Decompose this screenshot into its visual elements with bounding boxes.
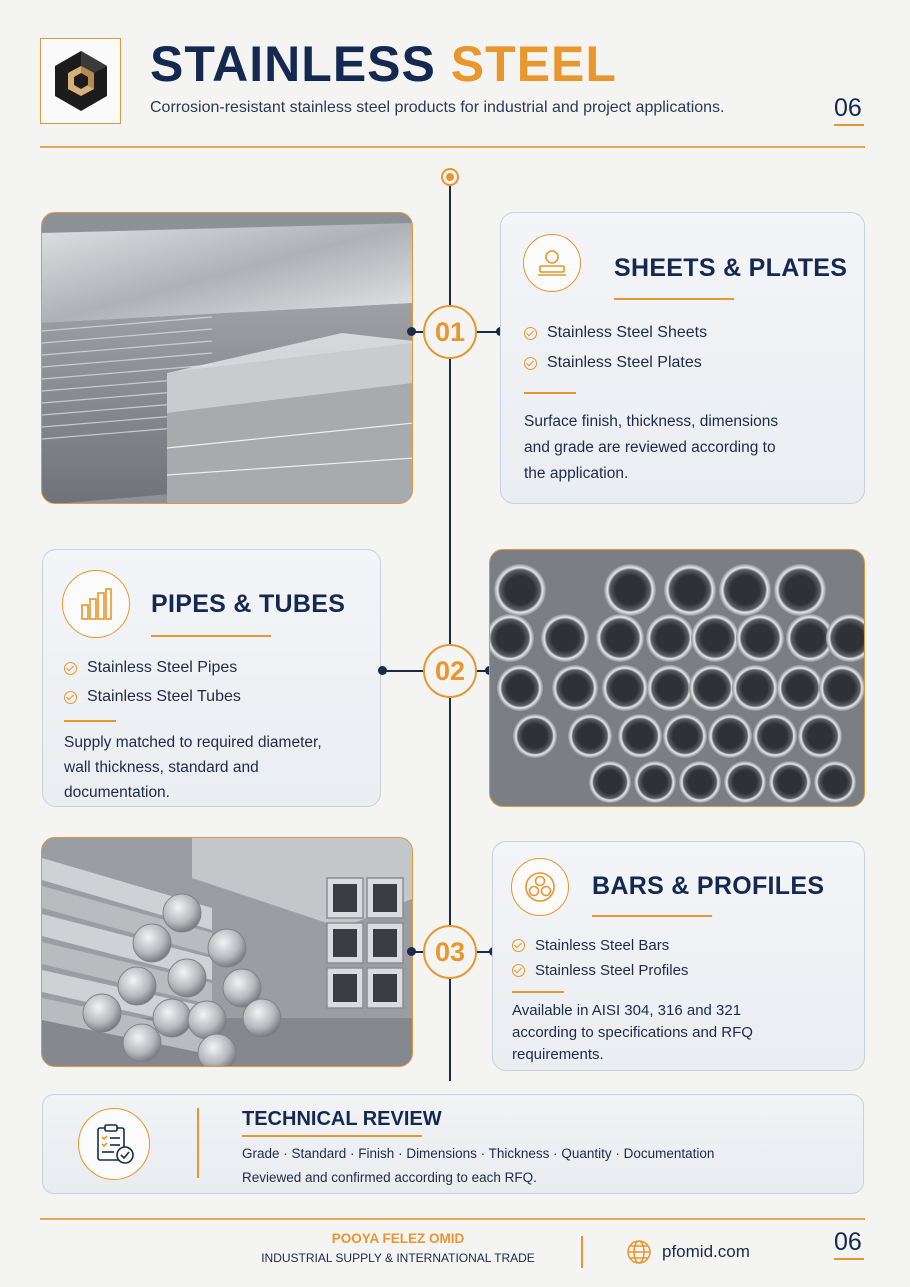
pipe-end (664, 564, 716, 616)
title-part-1: STAINLESS (150, 36, 436, 92)
pipe-end (663, 714, 707, 758)
square-tube-hollow (373, 929, 397, 957)
pipe-end (736, 614, 784, 662)
clipboard-check-icon (78, 1108, 150, 1180)
pipe-end (708, 714, 752, 758)
round-bar-end (243, 999, 281, 1037)
square-tube-hollow (373, 884, 397, 912)
connector-left-02 (382, 670, 423, 672)
list-item: Stainless Steel Bars (512, 937, 669, 954)
page-number-underline (834, 1258, 864, 1260)
pipe-end (568, 714, 612, 758)
footer-tagline: INDUSTRIAL SUPPLY & INTERNATIONAL TRADE (261, 1251, 535, 1265)
pipe-end (814, 761, 856, 803)
round-bar-end (198, 1034, 236, 1067)
pipe-end (647, 665, 693, 711)
globe-icon (626, 1239, 652, 1265)
square-tube-hollow (373, 974, 397, 1002)
pipe-end (634, 761, 676, 803)
list-item: Stainless Steel Sheets (524, 324, 707, 342)
pipes-tubes-title: PIPES & TUBES (151, 590, 346, 618)
bars-profiles-title: BARS & PROFILES (592, 872, 825, 900)
check-circle-icon (512, 939, 525, 952)
hexagon-logo-icon (52, 49, 110, 113)
pipe-end (719, 564, 771, 616)
connector-dot-left-01 (407, 327, 416, 336)
pipe-end (589, 761, 631, 803)
check-circle-icon (64, 662, 77, 675)
technical-review-criteria: Grade · Standard · Finish · Dimensions · Thickness · Quantity · Documentation (242, 1146, 715, 1161)
pipe-end (513, 714, 557, 758)
header-divider (40, 146, 865, 148)
square-tube-hollow (333, 974, 357, 1002)
sheets-plates-title: SHEETS & PLATES (614, 254, 848, 282)
round-bar-end (168, 959, 206, 997)
item-divider (524, 392, 576, 394)
pipe-end (774, 564, 826, 616)
list-item: Stainless Steel Plates (524, 354, 702, 372)
company-logo (40, 38, 121, 124)
sheets-plates-photo (41, 212, 413, 504)
check-circle-icon (524, 357, 537, 370)
pipe-end (604, 564, 656, 616)
sheet-stack-icon (523, 234, 581, 292)
step-number-03: 03 (423, 925, 477, 979)
list-item: Stainless Steel Tubes (64, 688, 241, 706)
step-number-01: 01 (423, 305, 477, 359)
pipes-tubes-description: Supply matched to required diameter, wall thickness, standard and documentation. (64, 734, 322, 801)
round-bar-end (83, 994, 121, 1032)
pipe-end (679, 761, 721, 803)
pipe-end (753, 714, 797, 758)
pipe-end (541, 614, 589, 662)
bar-tubes-icon (62, 570, 130, 638)
pipe-end (552, 665, 598, 711)
list-item: Stainless Steel Pipes (64, 659, 237, 677)
pipe-end (691, 614, 739, 662)
timeline-start-marker (441, 168, 459, 186)
pipe-end (777, 665, 823, 711)
sheets-plates-description: Surface finish, thickness, dimensions and grade are reviewed according to the application. (524, 413, 779, 482)
pipe-end (618, 714, 662, 758)
pipe-end (819, 665, 865, 711)
title-underline (614, 298, 734, 300)
round-bar-end (163, 894, 201, 932)
tech-title-underline (242, 1135, 422, 1137)
pipe-end (732, 665, 778, 711)
page-title (150, 36, 617, 92)
round-bar-end (133, 924, 171, 962)
page-number-bottom: 06 (834, 1228, 862, 1256)
pipe-end (494, 564, 546, 616)
page-number-top: 06 (834, 94, 862, 122)
pipe-end (689, 665, 735, 711)
title-underline (592, 915, 712, 917)
connector-dot-left-02 (378, 666, 387, 675)
technical-review-note: Reviewed and confirmed according to each RFQ. (242, 1170, 537, 1185)
footer-company-name: POOYA FELEZ OMID (331, 1231, 465, 1246)
technical-review-title: TECHNICAL REVIEW (242, 1108, 442, 1130)
item-divider (64, 720, 116, 722)
pipes-tubes-photo (489, 549, 865, 807)
round-bar-end (208, 929, 246, 967)
page-number-underline (834, 124, 864, 126)
footer-divider (40, 1218, 865, 1220)
page-subtitle: Corrosion-resistant stainless steel products for industrial and project applications. (150, 99, 725, 116)
title-underline (151, 635, 271, 637)
step-number-02: 02 (423, 644, 477, 698)
check-circle-icon (524, 327, 537, 340)
bars-profiles-description: Available in AISI 304, 316 and 321 according to specifications and RFQ requirements. (512, 1002, 753, 1063)
pipe-end (497, 665, 543, 711)
bars-profiles-photo (41, 837, 413, 1067)
pipe-end (596, 614, 644, 662)
check-circle-icon (64, 691, 77, 704)
pipe-end (769, 761, 811, 803)
round-bar-end (153, 999, 191, 1037)
check-circle-icon (512, 964, 525, 977)
round-bar-end (123, 1024, 161, 1062)
square-tube-hollow (333, 884, 357, 912)
connector-dot-left-03 (407, 947, 416, 956)
title-part-2: STEEL (450, 36, 617, 92)
pipe-end (724, 761, 766, 803)
tech-divider (197, 1108, 199, 1178)
item-divider (512, 991, 564, 993)
pipe-end (602, 665, 648, 711)
pipe-end (798, 714, 842, 758)
footer-separator (581, 1236, 583, 1268)
round-bar-end (188, 1001, 226, 1039)
list-item: Stainless Steel Profiles (512, 962, 688, 979)
footer-website[interactable] (626, 1239, 750, 1265)
website-link[interactable]: pfomid.com (662, 1242, 750, 1261)
round-bar-end (118, 967, 156, 1005)
square-tube-hollow (333, 929, 357, 957)
round-bars-icon (511, 858, 569, 916)
pipe-end (646, 614, 694, 662)
